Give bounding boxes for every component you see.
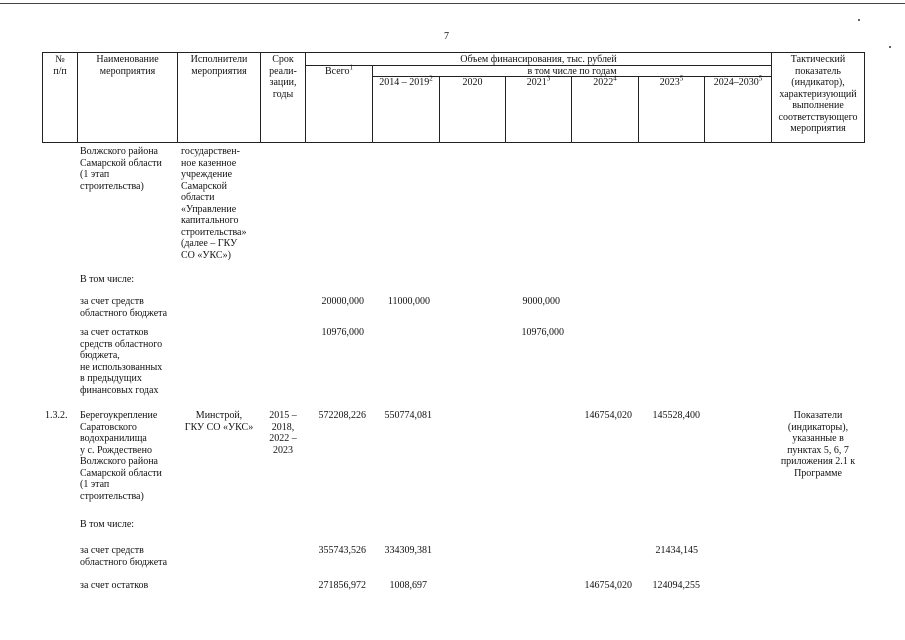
cell-text: капитального — [181, 215, 239, 226]
cell-total: 10976,000 — [321, 327, 364, 338]
header-text: мероприятия — [790, 123, 846, 134]
grid-line — [42, 142, 864, 143]
cell-2023: 124094,255 — [652, 580, 700, 591]
cell-text: СО «УКС») — [181, 249, 231, 261]
header-text: 2023 — [659, 77, 680, 88]
scan-speck — [858, 19, 860, 21]
cell-text: финансовых годах — [80, 384, 159, 396]
header-text: выполнение — [792, 100, 844, 111]
cell-2023: 21434,145 — [655, 545, 698, 556]
cell-text: за счет остатков — [80, 580, 149, 591]
cell-text: указанные в — [792, 433, 844, 444]
header-col-name — [78, 54, 177, 77]
cell-text: области — [181, 192, 215, 203]
header-text: Всего — [324, 66, 350, 77]
cell-2021: 10976,000 — [521, 327, 564, 338]
header-text: мероприятия — [191, 65, 247, 77]
grid-line — [864, 52, 865, 143]
cell-text: Минстрой, — [195, 410, 243, 421]
cell-text: областного бюджета — [80, 307, 168, 319]
cell-text: учреждение — [181, 169, 233, 180]
subtotal-heading: В том числе: — [80, 274, 135, 285]
scan-speck — [889, 46, 891, 48]
cell-text: 2015 – — [269, 410, 297, 421]
footnote-mark: 5 — [758, 74, 763, 83]
cell-text: Волжского района — [80, 456, 158, 467]
cell-text: бюджета, — [80, 350, 120, 361]
header-text: (индикатор), — [791, 77, 845, 88]
cell-text: Саратовского — [80, 421, 137, 433]
cell-2014-2019: 550774,081 — [384, 410, 432, 421]
cell-executors — [181, 146, 246, 261]
cell-name — [80, 146, 162, 192]
cell-name — [80, 296, 167, 319]
cell-text: 2023 — [273, 444, 293, 456]
cell-term — [261, 410, 305, 456]
cell-name — [80, 580, 148, 592]
cell-text: пунктах 5, 6, 7 — [787, 444, 849, 456]
cell-text: 2018, — [271, 421, 295, 433]
cell-text: строительства» — [181, 226, 247, 238]
header-col-term — [261, 54, 305, 100]
cell-text: Берегоукрепление — [80, 410, 158, 421]
cell-number: 1.3.2. — [45, 410, 68, 421]
header-text: Исполнители — [190, 54, 248, 65]
header-total — [306, 63, 372, 78]
footnote-mark: 5 — [679, 74, 684, 83]
header-text: п/п — [53, 65, 67, 77]
header-year-2021 — [506, 74, 571, 89]
cell-name — [80, 410, 162, 502]
cell-text: ГКУ СО «УКС» — [184, 421, 254, 433]
cell-2014-2019: 11000,000 — [387, 296, 430, 307]
cell-text: государствен- — [181, 146, 240, 157]
cell-total: 355743,526 — [318, 545, 366, 556]
header-by-years: в том числе по годам — [527, 66, 617, 77]
header-year-2024-2030 — [705, 74, 771, 89]
header-funding-title: Объем финансирования, тыс. рублей — [460, 54, 617, 65]
cell-2023: 145528,400 — [652, 410, 700, 421]
header-year-2022 — [572, 74, 638, 89]
cell-text: водохранилища — [80, 433, 147, 444]
header-text: реали- — [269, 65, 297, 77]
header-text: Тактический — [790, 54, 846, 65]
header-text: показатель — [795, 65, 841, 77]
cell-text: Программе — [794, 467, 842, 479]
cell-text: «Управление — [181, 203, 237, 215]
cell-text: строительства) — [80, 490, 144, 502]
cell-text: не использованных — [80, 361, 163, 373]
cell-text: за счет остатков — [80, 327, 149, 338]
footnote-mark: 1 — [349, 63, 354, 72]
header-text: характеризующий — [779, 88, 857, 100]
cell-2014-2019: 334309,381 — [384, 545, 432, 556]
cell-text: Самарской области — [80, 157, 162, 169]
cell-indicator — [772, 410, 864, 479]
footnote-mark: 2 — [429, 74, 433, 83]
cell-executors — [178, 410, 260, 433]
header-text: Наименование — [96, 54, 159, 65]
cell-text: Самарской области — [80, 467, 162, 479]
cell-2022: 146754,020 — [584, 410, 632, 421]
header-text: 2014 – 2019 — [379, 77, 430, 88]
cell-total: 20000,000 — [321, 296, 364, 307]
page-top-rule — [0, 3, 905, 4]
header-col-number — [43, 54, 77, 77]
cell-2021: 9000,000 — [522, 296, 560, 307]
cell-name — [80, 545, 167, 568]
cell-text: (1 этап — [80, 169, 110, 180]
cell-text: 2022 – — [269, 433, 297, 444]
cell-text: приложения 2.1 к — [780, 456, 856, 467]
header-text: 2022 — [593, 77, 614, 88]
cell-text: строительства) — [80, 180, 144, 192]
cell-text: в предыдущих — [80, 373, 142, 384]
cell-2022: 146754,020 — [584, 580, 632, 591]
cell-text: Самарской — [181, 180, 227, 192]
grid-line — [42, 52, 864, 53]
header-text: № — [55, 54, 65, 65]
cell-name — [80, 327, 162, 396]
cell-total: 271856,972 — [318, 580, 366, 591]
header-text: 2021 — [526, 77, 547, 88]
header-col-indicator — [772, 54, 864, 135]
cell-text: (далее – ГКУ — [181, 238, 238, 249]
cell-text: областного бюджета — [80, 556, 168, 568]
cell-text: (индикаторы), — [787, 421, 849, 433]
cell-text: Волжского района — [80, 146, 158, 157]
header-text: зации, — [269, 77, 297, 88]
header-text: мероприятия — [99, 65, 156, 77]
header-text: 2020 — [462, 77, 483, 88]
cell-text: за счет средств — [80, 545, 144, 556]
cell-text: средств областного — [80, 338, 163, 350]
cell-2014-2019: 1008,697 — [389, 580, 427, 591]
footnote-mark: 4 — [613, 74, 617, 83]
subtotal-heading: В том числе: — [80, 519, 135, 530]
cell-text: Показатели — [793, 410, 843, 421]
header-year-2023 — [639, 74, 704, 89]
cell-text: за счет средств — [80, 296, 144, 307]
cell-text: (1 этап — [80, 479, 110, 490]
cell-total: 572208,226 — [318, 410, 366, 421]
cell-text: у с. Рождествено — [80, 444, 152, 456]
header-text: годы — [272, 88, 294, 100]
header-year-2014-2019 — [373, 74, 439, 89]
page-number: 7 — [444, 31, 449, 42]
header-text: Срок — [272, 54, 294, 65]
header-text: соответствующего — [778, 111, 858, 123]
cell-text: ное казенное — [181, 157, 237, 169]
header-year-2020 — [440, 77, 505, 89]
header-text: 2024–2030 — [713, 77, 759, 88]
footnote-mark: 3 — [546, 74, 551, 83]
header-col-executors — [178, 54, 260, 77]
